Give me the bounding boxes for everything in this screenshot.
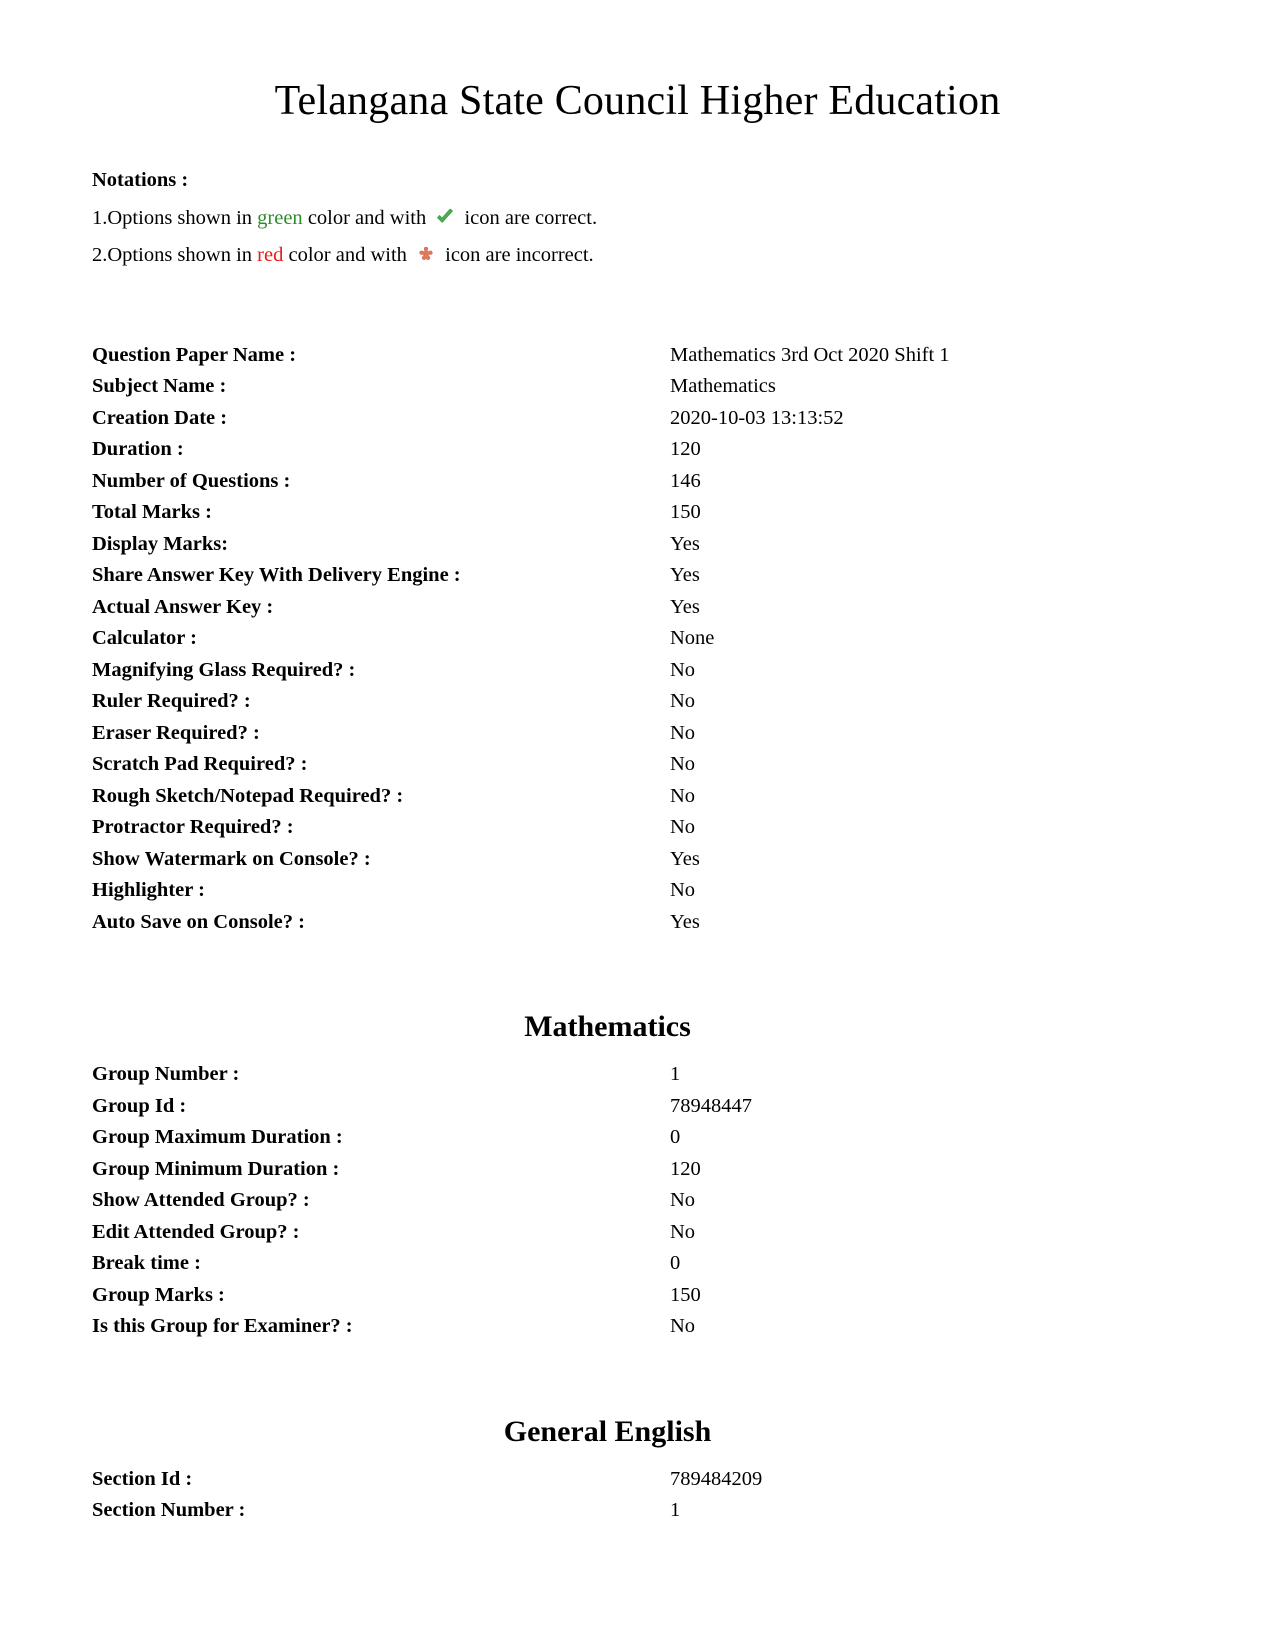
page-title: Telangana State Council Higher Education xyxy=(274,78,1001,124)
group-meta-row xyxy=(0,1217,1275,1249)
kv-label: Edit Attended Group? : xyxy=(92,1220,300,1243)
kv-label: Protractor Required? : xyxy=(92,816,294,839)
group-meta-row xyxy=(0,1154,1275,1186)
paper-meta-row xyxy=(0,466,1275,498)
notations-heading: Notations : xyxy=(92,169,189,192)
kv-value: 120 xyxy=(670,438,701,461)
paper-meta-row xyxy=(0,529,1275,561)
paper-meta-row xyxy=(0,403,1275,435)
paper-meta-row xyxy=(0,623,1275,655)
check-icon xyxy=(435,207,455,227)
group-meta-row xyxy=(0,1280,1275,1312)
group-meta-row xyxy=(0,1059,1275,1091)
notation-line-2-middle: color and with xyxy=(283,244,413,267)
kv-value: No xyxy=(670,1220,696,1243)
kv-value: No xyxy=(670,816,696,839)
cross-icon xyxy=(416,244,436,264)
kv-value: 150 xyxy=(670,501,701,524)
kv-value: No xyxy=(670,753,696,776)
kv-label: Display Marks: xyxy=(92,532,229,555)
group-meta-row xyxy=(0,1185,1275,1217)
paper-meta-row xyxy=(0,812,1275,844)
english-section-metadata-list xyxy=(0,1464,1275,1527)
kv-label: Rough Sketch/Notepad Required? : xyxy=(92,784,404,807)
kv-label: Group Number : xyxy=(92,1063,240,1086)
kv-label: Group Minimum Duration : xyxy=(92,1157,340,1180)
kv-value: No xyxy=(670,1315,696,1338)
paper-meta-row xyxy=(0,340,1275,372)
group-meta-row xyxy=(0,1091,1275,1123)
paper-meta-row xyxy=(0,718,1275,750)
kv-value: Yes xyxy=(670,532,700,555)
kv-label: Group Marks : xyxy=(92,1283,225,1306)
notation-green-word: green xyxy=(257,206,303,229)
section-meta-row xyxy=(0,1495,1275,1527)
kv-label: Number of Questions : xyxy=(92,469,291,492)
notations-block xyxy=(0,170,1275,266)
kv-value: No xyxy=(670,1189,696,1212)
paper-meta-row xyxy=(0,749,1275,781)
section-meta-row xyxy=(0,1464,1275,1496)
kv-label: Creation Date : xyxy=(92,406,228,429)
kv-label: Magnifying Glass Required? : xyxy=(92,658,356,681)
kv-value: 2020-10-03 13:13:52 xyxy=(670,406,844,429)
kv-value: No xyxy=(670,690,696,713)
group-meta-row xyxy=(0,1311,1275,1343)
kv-value: No xyxy=(670,879,696,902)
paper-meta-row xyxy=(0,875,1275,907)
notation-line-2-suffix: icon are incorrect. xyxy=(440,244,594,267)
kv-value: None xyxy=(670,627,715,650)
kv-label: Show Watermark on Console? : xyxy=(92,847,371,870)
kv-label: Duration : xyxy=(92,438,184,461)
kv-label: Eraser Required? : xyxy=(92,721,260,744)
group-meta-row xyxy=(0,1248,1275,1280)
paper-meta-row xyxy=(0,686,1275,718)
notation-line-2-prefix: 2.Options shown in xyxy=(92,244,258,267)
kv-label: Group Maximum Duration : xyxy=(92,1126,343,1149)
kv-label: Question Paper Name : xyxy=(92,343,297,366)
notation-line-1-suffix: icon are correct. xyxy=(459,206,598,229)
paper-meta-row xyxy=(0,907,1275,939)
kv-label: Auto Save on Console? : xyxy=(92,910,305,933)
kv-label: Scratch Pad Required? : xyxy=(92,753,308,776)
kv-label: Group Id : xyxy=(92,1094,187,1117)
notation-line-1-middle: color and with xyxy=(302,206,432,229)
paper-metadata-list xyxy=(0,340,1275,939)
kv-label: Calculator : xyxy=(92,627,197,650)
kv-value: Mathematics xyxy=(670,375,776,398)
kv-value: 1 xyxy=(670,1499,681,1522)
kv-value: Mathematics 3rd Oct 2020 Shift 1 xyxy=(670,343,950,366)
paper-meta-row xyxy=(0,592,1275,624)
paper-meta-row xyxy=(0,434,1275,466)
kv-label: Share Answer Key With Delivery Engine : xyxy=(92,564,461,587)
kv-value: 0 xyxy=(670,1252,681,1275)
kv-label: Break time : xyxy=(92,1252,201,1275)
kv-value: 120 xyxy=(670,1157,701,1180)
kv-label: Section Id : xyxy=(92,1467,193,1490)
kv-value: 1 xyxy=(670,1063,681,1086)
kv-value: No xyxy=(670,658,696,681)
notation-red-word: red xyxy=(257,244,284,267)
kv-value: No xyxy=(670,784,696,807)
kv-value: Yes xyxy=(670,847,700,870)
paper-meta-row xyxy=(0,371,1275,403)
kv-value: 146 xyxy=(670,469,701,492)
kv-value: 0 xyxy=(670,1126,681,1149)
kv-value: 150 xyxy=(670,1283,701,1306)
notation-line-incorrect xyxy=(92,244,1275,266)
kv-value: No xyxy=(670,721,696,744)
kv-label: Show Attended Group? : xyxy=(92,1189,310,1212)
kv-value: 789484209 xyxy=(670,1467,763,1490)
paper-meta-row xyxy=(0,655,1275,687)
notation-line-1-prefix: 1.Options shown in xyxy=(92,206,258,229)
kv-value: Yes xyxy=(670,910,700,933)
paper-meta-row xyxy=(0,560,1275,592)
kv-label: Is this Group for Examiner? : xyxy=(92,1315,353,1338)
kv-label: Highlighter : xyxy=(92,879,205,902)
kv-label: Total Marks : xyxy=(92,501,212,524)
paper-meta-row xyxy=(0,844,1275,876)
section-heading-general-english: General English xyxy=(503,1414,712,1448)
kv-label: Section Number : xyxy=(92,1499,246,1522)
section-heading-mathematics: Mathematics xyxy=(524,1010,691,1044)
group-meta-row xyxy=(0,1122,1275,1154)
kv-value: Yes xyxy=(670,564,700,587)
group-metadata-list xyxy=(0,1059,1275,1343)
kv-label: Actual Answer Key : xyxy=(92,595,274,618)
paper-meta-row xyxy=(0,781,1275,813)
kv-value: Yes xyxy=(670,595,700,618)
kv-label: Subject Name : xyxy=(92,375,227,398)
notation-line-correct xyxy=(92,207,1275,229)
kv-label: Ruler Required? : xyxy=(92,690,251,713)
kv-value: 78948447 xyxy=(670,1094,752,1117)
paper-meta-row xyxy=(0,497,1275,529)
